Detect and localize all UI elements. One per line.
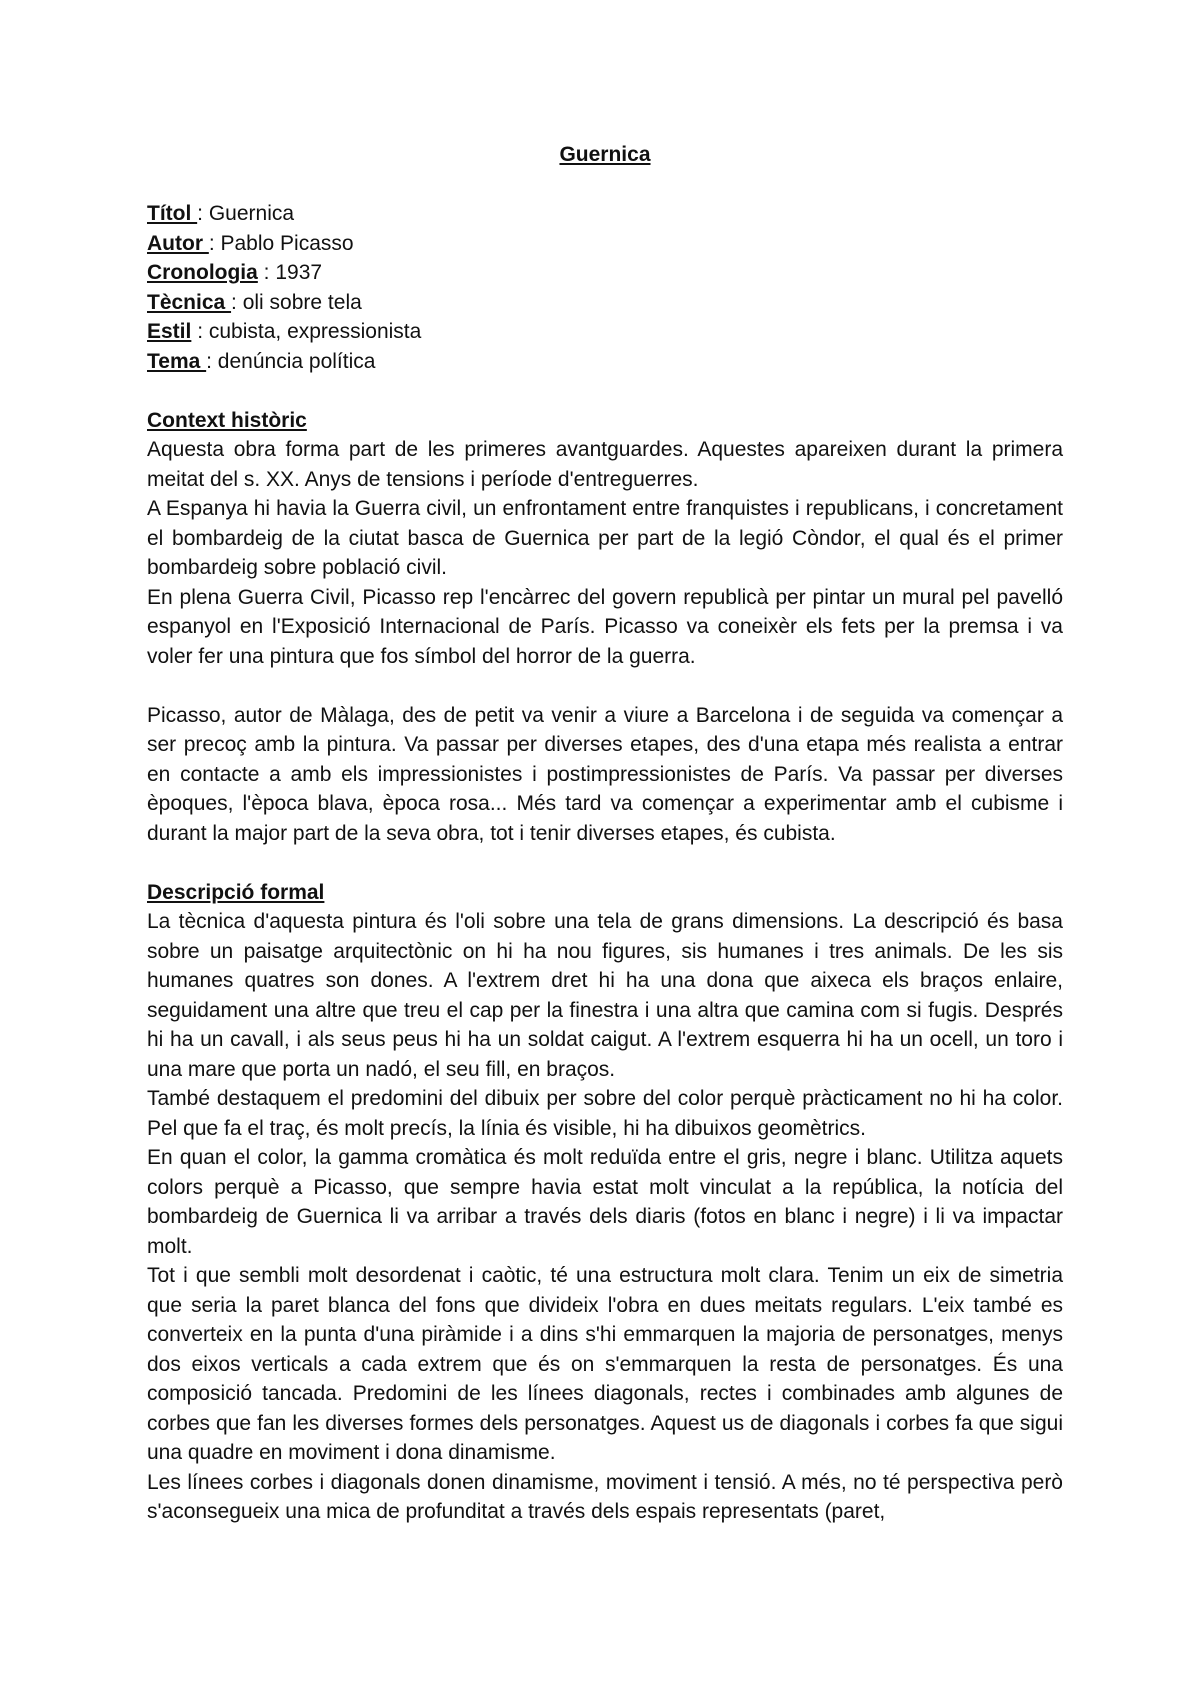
meta-autor	[147, 229, 1063, 259]
meta-label: Tècnica	[147, 290, 232, 314]
document-title: Guernica	[559, 143, 651, 166]
description-heading: Descripció formal	[147, 880, 325, 904]
spacer	[147, 376, 1063, 406]
meta-label: Estil	[147, 320, 192, 343]
meta-cronologia	[147, 258, 1063, 288]
meta-tecnica	[147, 288, 1063, 318]
meta-value: : cubista, expressionista	[191, 320, 422, 343]
document-page	[147, 140, 1063, 1527]
metadata-list	[147, 199, 1063, 376]
context-section	[147, 406, 1063, 849]
description-paragraph: Tot i que sembli molt desordenat i caòtic, té una estructura molt clara. Tenim un eix de simetria que seria la paret blanca del fons que divideix l'obra en dues meitats regulars. L'eix també es converteix en la punta d'una piràmide i a dins s'hi emmarquen la majoria de personatges, menys dos eixos verticals a cada extrem que és on s'emmarquen la resta de personatges. És una composició tancada. Predomini de les línees diagonals, rectes i combinades amb algunes de corbes que fan les diverses formes dels personatges. Aquest us de diagonals i corbes fa que sigui una quadre en moviment i dona dinamisme.	[147, 1264, 1063, 1464]
context-paragraph: Picasso, autor de Màlaga, des de petit va venir a viure a Barcelona i de seguida va començar a ser precoç amb la pintura. Va passar per diverses etapes, des d'una etapa més realista a entrar en contacte a amb els impressionistes i postimpressionistes de París. Va passar per diverses èpoques, l'època blava, època rosa... Més tard va començar a experimentar amb el cubisme i durant la major part de la seva obra, tot i tenir diverses etapes, és cubista.	[147, 703, 1063, 845]
meta-label: Títol	[147, 202, 198, 225]
context-paragraph: En plena Guerra Civil, Picasso rep l'encàrrec del govern republicà per pintar un mural pel pavelló espanyol en l'Exposició Internacional de París. Picasso va coneixèr els fets per la premsa i va voler fer una pintura que fos símbol del horror de la guerra.	[147, 585, 1063, 668]
meta-value: : oli sobre tela	[231, 290, 362, 314]
context-paragraph: Aquesta obra forma part de les primeres avantguardes. Aquestes apareixen durant la primera meitat del s. XX. Anys de tensions i període d'entreguerres.	[147, 438, 1063, 491]
meta-titol	[147, 199, 1063, 229]
meta-value: : Pablo Picasso	[208, 231, 354, 255]
meta-estil	[147, 317, 1063, 347]
meta-value: : Guernica	[197, 202, 295, 225]
description-paragraph: També destaquem el predomini del dibuix per sobre del color perquè pràcticament no hi ha color. Pel que fa el traç, és molt precís, la línia és visible, hi ha dibuixos geomètrics.	[147, 1087, 1063, 1140]
spacer	[147, 671, 1063, 701]
description-paragraph: En quan el color, la gamma cromàtica és molt reduïda entre el gris, negre i blanc. Utilitza aquets colors perquè a Picasso, que sempre havia estat molt vinculat a la república, la notícia del bombardeig de Guernica li va arribar a través dels diaris (fotos en blanc i negre) i li va impactar molt.	[147, 1146, 1063, 1258]
meta-tema	[147, 347, 1063, 377]
meta-label: Autor	[147, 231, 209, 255]
context-paragraph: A Espanya hi havia la Guerra civil, un enfrontament entre franquistes i republicans, i concretament el bombardeig de la ciutat basca de Guernica per part de la legió Còndor, el qual és el primer bombardeig sobre població civil.	[147, 497, 1063, 579]
meta-label: Tema	[147, 349, 207, 373]
description-paragraph: La tècnica d'aquesta pintura és l'oli sobre una tela de grans dimensions. La descripció és basa sobre un paisatge arquitectònic on hi ha nou figures, sis humanes i tres animals. De les sis humanes quatres son dones. A l'extrem dret hi ha una dona que aixeca els braços enlaire, seguidament una altre que treu el cap per la finestra i una altra que camina com si fugis. Després hi ha un cavall, i als seus peus hi ha un soldat caigut. A l'extrem esquerra hi ha un ocell, un toro i una mare que porta un nadó, el seu fill, en braços.	[147, 910, 1063, 1081]
meta-value: : denúncia política	[206, 349, 376, 373]
description-paragraph: Les línees corbes i diagonals donen dinamisme, moviment i tensió. A més, no té perspectiva però s'aconsegueix una mica de profunditat a través dels espais representats (paret,	[147, 1470, 1063, 1523]
meta-value: : 1937	[257, 261, 323, 284]
meta-label: Cronologia	[147, 261, 258, 284]
description-section	[147, 878, 1063, 1527]
spacer	[147, 848, 1063, 878]
context-heading: Context històric	[147, 408, 307, 432]
